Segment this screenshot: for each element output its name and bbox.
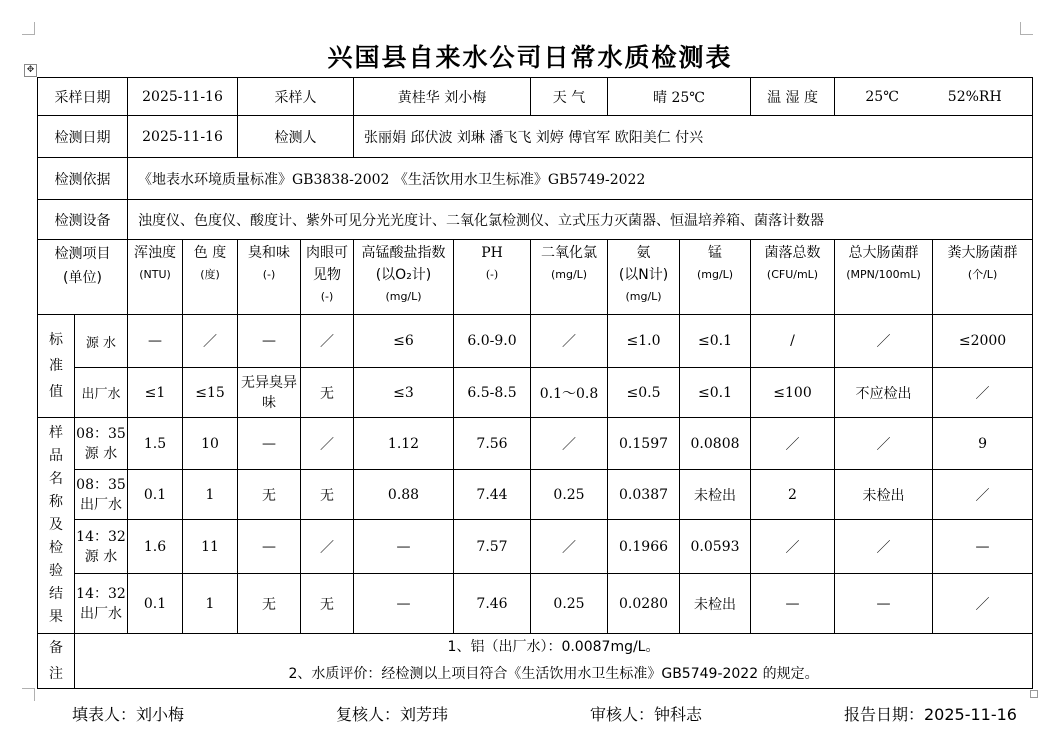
sample-value: ／ (531, 418, 608, 470)
sample-row (38, 520, 1033, 574)
standard-value: ／ (933, 368, 1033, 418)
col-header-permanganate: 高锰酸盐指数 (以O₂计) (mg/L) (354, 240, 454, 315)
col-header-total-coliform: 总大肠菌群 (MPN/100mL) (835, 240, 933, 315)
sample-value: 未检出 (680, 470, 751, 520)
auditor-signature: 审核人：钟科志 (590, 705, 703, 724)
basis-value: 《地表水环境质量标准》GB3838-2002 《生活饮用水卫生标准》GB5749-2022 (128, 158, 1033, 200)
col-header-ph: PH (-) (454, 240, 531, 315)
standard-value: ／ (531, 315, 608, 368)
sample-value: ／ (933, 470, 1033, 520)
table-resize-handle[interactable] (1030, 690, 1038, 698)
standard-value: 不应检出 (835, 368, 933, 418)
notes-row (38, 634, 1033, 689)
standard-value: ≤0.5 (608, 368, 680, 418)
sample-value: 0.0280 (608, 574, 680, 634)
standard-value: ≤1 (128, 368, 183, 418)
col-header-manganese: 锰 (mg/L) (680, 240, 751, 315)
sample-value: ／ (531, 520, 608, 574)
sample-date-label: 采样日期 (38, 78, 128, 116)
standard-value: 6.5-8.5 (454, 368, 531, 418)
sample-value: 1.6 (128, 520, 183, 574)
col-header-turbidity: 浑浊度 (NTU) (128, 240, 183, 315)
sample-value: 未检出 (835, 470, 933, 520)
water-quality-table (37, 77, 1033, 689)
standard-row-treated (38, 368, 1033, 418)
col-header-chlorine-dioxide: 二氧化氯 (mg/L) (531, 240, 608, 315)
humidity-value: 52%RH (947, 88, 1002, 105)
note-line-1: 1、铝（出厂水）：0.0087mg/L。 (447, 639, 660, 655)
margin-marker-top-right (1020, 22, 1033, 35)
note-line-2: 2、水质评价：经检测以上项目符合《生活饮用水卫生标准》GB5749-2022 的规定。 (288, 666, 819, 682)
sample-value: 1 (183, 574, 238, 634)
row-basis (38, 158, 1033, 200)
items-header-row (38, 240, 1033, 315)
sample-value: ／ (835, 520, 933, 574)
sample-value: 0.88 (354, 470, 454, 520)
sample-value: 0.0593 (680, 520, 751, 574)
weather-label: 天 气 (531, 78, 608, 116)
sample-label: 14：32 源 水 (75, 520, 128, 574)
filler-signature: 填表人：刘小梅 (72, 705, 185, 724)
standard-value: ≤2000 (933, 315, 1033, 368)
sample-value: — (354, 520, 454, 574)
move-icon[interactable]: ✥ (24, 64, 37, 77)
standard-value: ≤100 (751, 368, 835, 418)
sample-value: — (238, 418, 301, 470)
items-header-label (38, 240, 128, 315)
sample-row (38, 470, 1033, 520)
sample-value: 7.56 (454, 418, 531, 470)
standard-value: / (751, 315, 835, 368)
test-date-label: 检测日期 (38, 116, 128, 158)
sample-row (38, 418, 1033, 470)
sample-value: — (354, 574, 454, 634)
items-label-line1: 检测项目 (54, 246, 111, 262)
equipment-label: 检测设备 (38, 200, 128, 240)
standard-row-label: 出厂水 (75, 368, 128, 418)
standard-value: ／ (183, 315, 238, 368)
standard-value: ≤15 (183, 368, 238, 418)
sample-value: — (835, 574, 933, 634)
standard-value: ≤6 (354, 315, 454, 368)
sample-value: 无 (301, 574, 354, 634)
sample-value: 0.1 (128, 574, 183, 634)
basis-label: 检测依据 (38, 158, 128, 200)
sample-label: 08：35 出厂水 (75, 470, 128, 520)
sampler-value: 黄桂华 刘小梅 (354, 78, 531, 116)
standard-value: 无 (301, 368, 354, 418)
sample-value: 2 (751, 470, 835, 520)
sample-value: 10 (183, 418, 238, 470)
standard-group-label: 标 准 值 (38, 315, 75, 418)
standard-value: ／ (835, 315, 933, 368)
col-header-colony-count: 菌落总数 (CFU/mL) (751, 240, 835, 315)
standard-row-raw (38, 315, 1033, 368)
sample-value: 1 (183, 470, 238, 520)
row-sampling (38, 78, 1033, 116)
sample-value: 0.1597 (608, 418, 680, 470)
sample-row (38, 574, 1033, 634)
sample-value: 7.44 (454, 470, 531, 520)
sample-value: 9 (933, 418, 1033, 470)
temp-humidity-value (835, 78, 1033, 116)
sample-value: — (933, 520, 1033, 574)
standard-value: — (238, 315, 301, 368)
sample-value: 0.25 (531, 470, 608, 520)
standard-value: ≤3 (354, 368, 454, 418)
standard-value: 6.0-9.0 (454, 315, 531, 368)
sample-value: ／ (835, 418, 933, 470)
sample-value: 7.46 (454, 574, 531, 634)
standard-value: ≤0.1 (680, 315, 751, 368)
standard-value: ／ (301, 315, 354, 368)
sample-value: 0.1 (128, 470, 183, 520)
weather-value: 晴 25℃ (608, 78, 751, 116)
report-date: 报告日期：2025-11-16 (844, 705, 1017, 724)
sample-value: 无 (238, 470, 301, 520)
sample-value: ／ (933, 574, 1033, 634)
sample-value: 无 (301, 470, 354, 520)
sample-label: 08：35 源 水 (75, 418, 128, 470)
test-date-value: 2025-11-16 (128, 116, 238, 158)
col-header-odor: 臭和味 (-) (238, 240, 301, 315)
col-header-visible-matter: 肉眼可 见物 (-) (301, 240, 354, 315)
notes-content (75, 634, 1033, 689)
sample-value: 未检出 (680, 574, 751, 634)
standard-value: ≤1.0 (608, 315, 680, 368)
sample-value: ／ (301, 520, 354, 574)
row-testing (38, 116, 1033, 158)
sample-value: 0.25 (531, 574, 608, 634)
document-title: 兴国县自来水公司日常水质检测表 (327, 43, 733, 72)
col-header-ammonia: 氨 (以N计) (mg/L) (608, 240, 680, 315)
sample-value: 0.1966 (608, 520, 680, 574)
sample-value: 7.57 (454, 520, 531, 574)
tester-value: 张丽娟 邱伏波 刘琳 潘飞飞 刘婷 傅官军 欧阳美仁 付兴 (354, 116, 1033, 158)
sample-value: — (751, 574, 835, 634)
standard-row-label: 源 水 (75, 315, 128, 368)
items-label-line2: (单位) (63, 270, 102, 286)
margin-marker-top-left (22, 22, 35, 35)
tester-label: 检测人 (238, 116, 354, 158)
temperature-value: 25℃ (865, 88, 899, 105)
row-equipment (38, 200, 1033, 240)
sample-value: 无 (238, 574, 301, 634)
sample-value: ／ (751, 520, 835, 574)
sample-value: 1.5 (128, 418, 183, 470)
standard-value: 0.1～0.8 (531, 368, 608, 418)
sample-value: ／ (751, 418, 835, 470)
standard-value: — (128, 315, 183, 368)
sample-group-label: 样 品 名 称 及 检 验 结 果 (38, 418, 75, 634)
standard-value: 无异臭异味 (238, 368, 301, 418)
notes-label: 备 注 (38, 634, 75, 689)
sample-value: ／ (301, 418, 354, 470)
sample-value: 0.0387 (608, 470, 680, 520)
sampler-label: 采样人 (238, 78, 354, 116)
sample-value: 0.0808 (680, 418, 751, 470)
col-header-fecal-coliform: 粪大肠菌群 (个/L) (933, 240, 1033, 315)
reviewer-signature: 复核人：刘芳玮 (336, 705, 449, 724)
sample-label: 14：32 出厂水 (75, 574, 128, 634)
sample-value: 1.12 (354, 418, 454, 470)
sample-date-value: 2025-11-16 (128, 78, 238, 116)
standard-value: ≤0.1 (680, 368, 751, 418)
sample-value: 11 (183, 520, 238, 574)
col-header-color: 色 度 (度) (183, 240, 238, 315)
sample-value: — (238, 520, 301, 574)
equipment-value: 浊度仪、色度仪、酸度计、紫外可见分光光度计、二氧化氯检测仪、立式压力灭菌器、恒温培养箱、菌落计数器 (128, 200, 1033, 240)
humidity-label: 温 湿 度 (751, 78, 835, 116)
margin-marker-bottom-left (22, 688, 35, 701)
